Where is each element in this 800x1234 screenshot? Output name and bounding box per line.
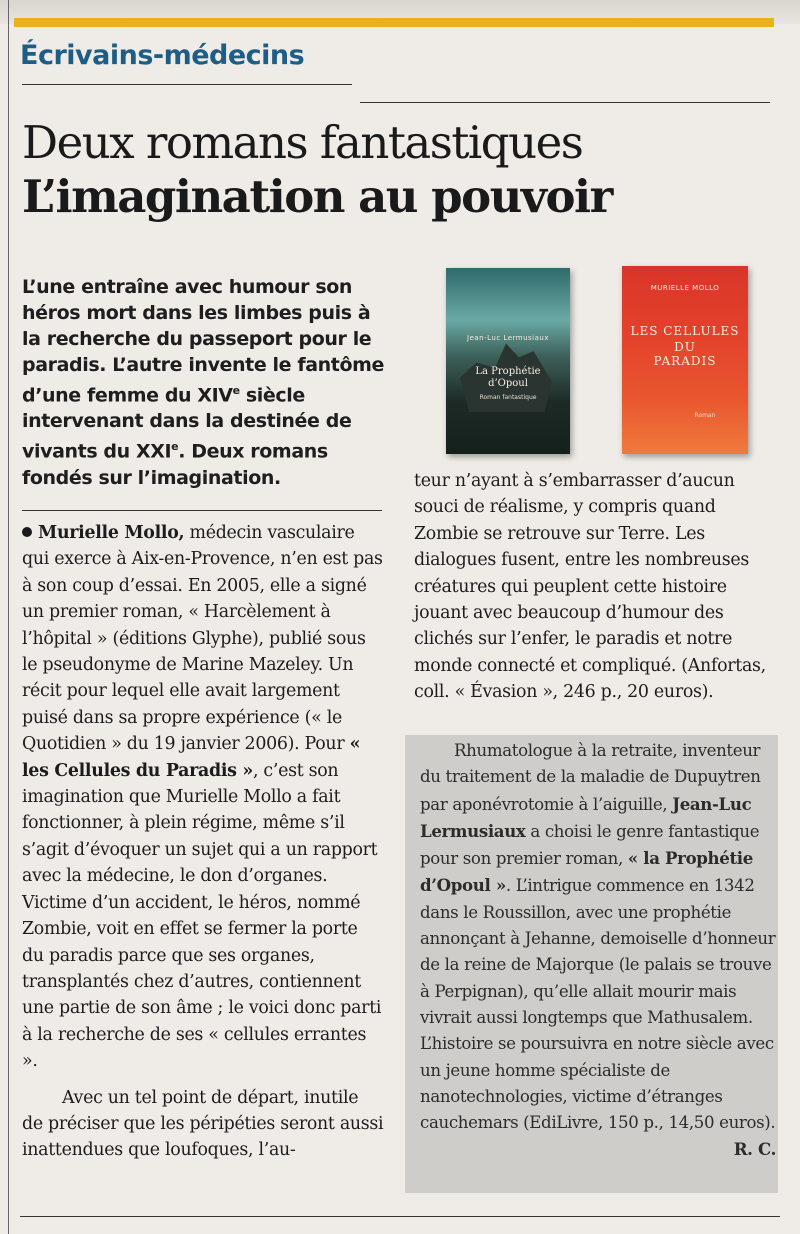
standfirst [22,274,388,491]
cover-subtitle: Roman fantastique [479,394,537,401]
standfirst-sup-1: e [232,384,240,397]
cover-author: MURIELLE MOLLO [650,284,720,292]
author-name-mollo: Murielle Mollo, [38,523,185,543]
book-title-prophetie: « la Prophétie d’Opoul » [420,848,753,896]
body-paragraph-2: Avec un tel point de départ, inutile de préciser que les péripéties seront aussi inattendues que loufoques, l’au- [22,1087,384,1161]
standfirst-part-3: . Deux romans fondés sur l’imagination. [22,440,328,489]
body-paragraph-1 [22,520,384,1075]
sidebar-text-c: . L’intrigue commence en 1342 dans le Roussillon, avec une prophétie annonçant à Jehanne, demoiselle d’honneur de la reine de Majorque (le palais se trouve à Perpignan), qu’elle allait mourir mais vivrait aussi longtemps que Mathusalem. L’histoire se poursuivra en notre siècle avec un jeune homme spécialiste de nanotechnologies, victime d’étranges cauchemars (EdiLivre, 150 p., 14,50 euros). [420,876,776,1133]
body-column-left [22,520,384,1164]
author-name-lermusiaux: Jean-Luc Lermusiaux [420,793,752,841]
standfirst-sup-2: e [171,440,179,454]
bottom-rule [20,1216,780,1217]
cover-title-line-1: LES CELLULES [630,324,740,338]
byline-signature: R. C. [733,1139,776,1160]
body-paragraph-3: teur n’ayant à s’embarrasser d’aucun souci de réalisme, y compris quand Zombie se retrouve sur Terre. Les dialogues fusent, entre les nombreuses créatures qui peuplent cette histoire jouant avec beaucoup d’humour des clichés sur l’enfer, le paradis et notre monde connecté et compliqué. (Anfortas, coll. « Évasion », 246 p., 20 euros). [414,471,766,703]
rubric-underline [22,84,352,85]
body-text: médecin vasculaire qui exerce à Aix-en-Provence, n’en est pas à son coup d’essai. En 2005, elle a signé un premier roman, « Harcèlement à l’hôpital » (éditions Glyphe), publié sous le pseudonyme de Marine Mazeley. Un récit pour lequel elle avait largement puisé dans sa propre expérience (« le Quotidien » du 19 janvier 2006). Pour [22,523,383,755]
sidebar-paragraph [420,738,776,1160]
sidebar-text-b: a choisi le genre fantastique pour son premier roman, [420,821,760,869]
column-edge-rule [8,0,9,1234]
sidebar-text-a: Rhumatologue à la retraite, inventeur du traitement de la maladie de Dupuytren par aponévrotomie à l’aiguille, [420,741,761,814]
bullet-icon [22,527,32,537]
accent-rule [14,18,774,27]
cover-title-line-2: d’Opoul [488,378,528,389]
cover-title-line-2: DU [674,340,696,354]
headline-line-1: Deux romans fantastiques [22,116,583,169]
sidebar-text [420,738,776,1163]
cover-title-line-3: PARADIS [653,354,717,368]
book-title-cellules: « les Cellules du Paradis » [22,734,361,781]
top-right-rule [360,102,770,103]
headline [22,116,782,224]
book-cover-prophetie [446,268,570,454]
cover-genre: Roman [694,412,716,419]
standfirst-part-2: siècle intervenant dans la destinée de vivants du XXI [22,384,352,463]
body-column-right [414,468,778,706]
book-cover-cellules [622,266,748,454]
headline-line-2: L’imagination au pouvoir [22,170,612,223]
standfirst-rule [22,510,382,511]
body-text: , c’est son imagination que Murielle Mollo a fait fonctionner, à plein régime, même s’il s’agit d’évoquer un sujet qui a un rapport avec la médecine, le don d’organes. Victime d’un accident, le héros, nommé Zombie, voit en effet se fermer la porte du paradis parce que ses organes, transplantés chez d’autres, contiennent une partie de son âme ; le voici donc parti à la recherche de ses « cellules errantes ». [22,760,382,1072]
standfirst-part-1: L’une entraîne avec humour son héros mort dans les limbes puis à la recherche du passeport pour le paradis. L’autre invente le fantôme d’une femme du XIV [22,276,384,407]
section-rubric: Écrivains-médecins [20,40,305,71]
cover-title-line-1: La Prophétie [475,366,541,377]
cover-author: Jean-Luc Lermusiaux [467,334,549,342]
